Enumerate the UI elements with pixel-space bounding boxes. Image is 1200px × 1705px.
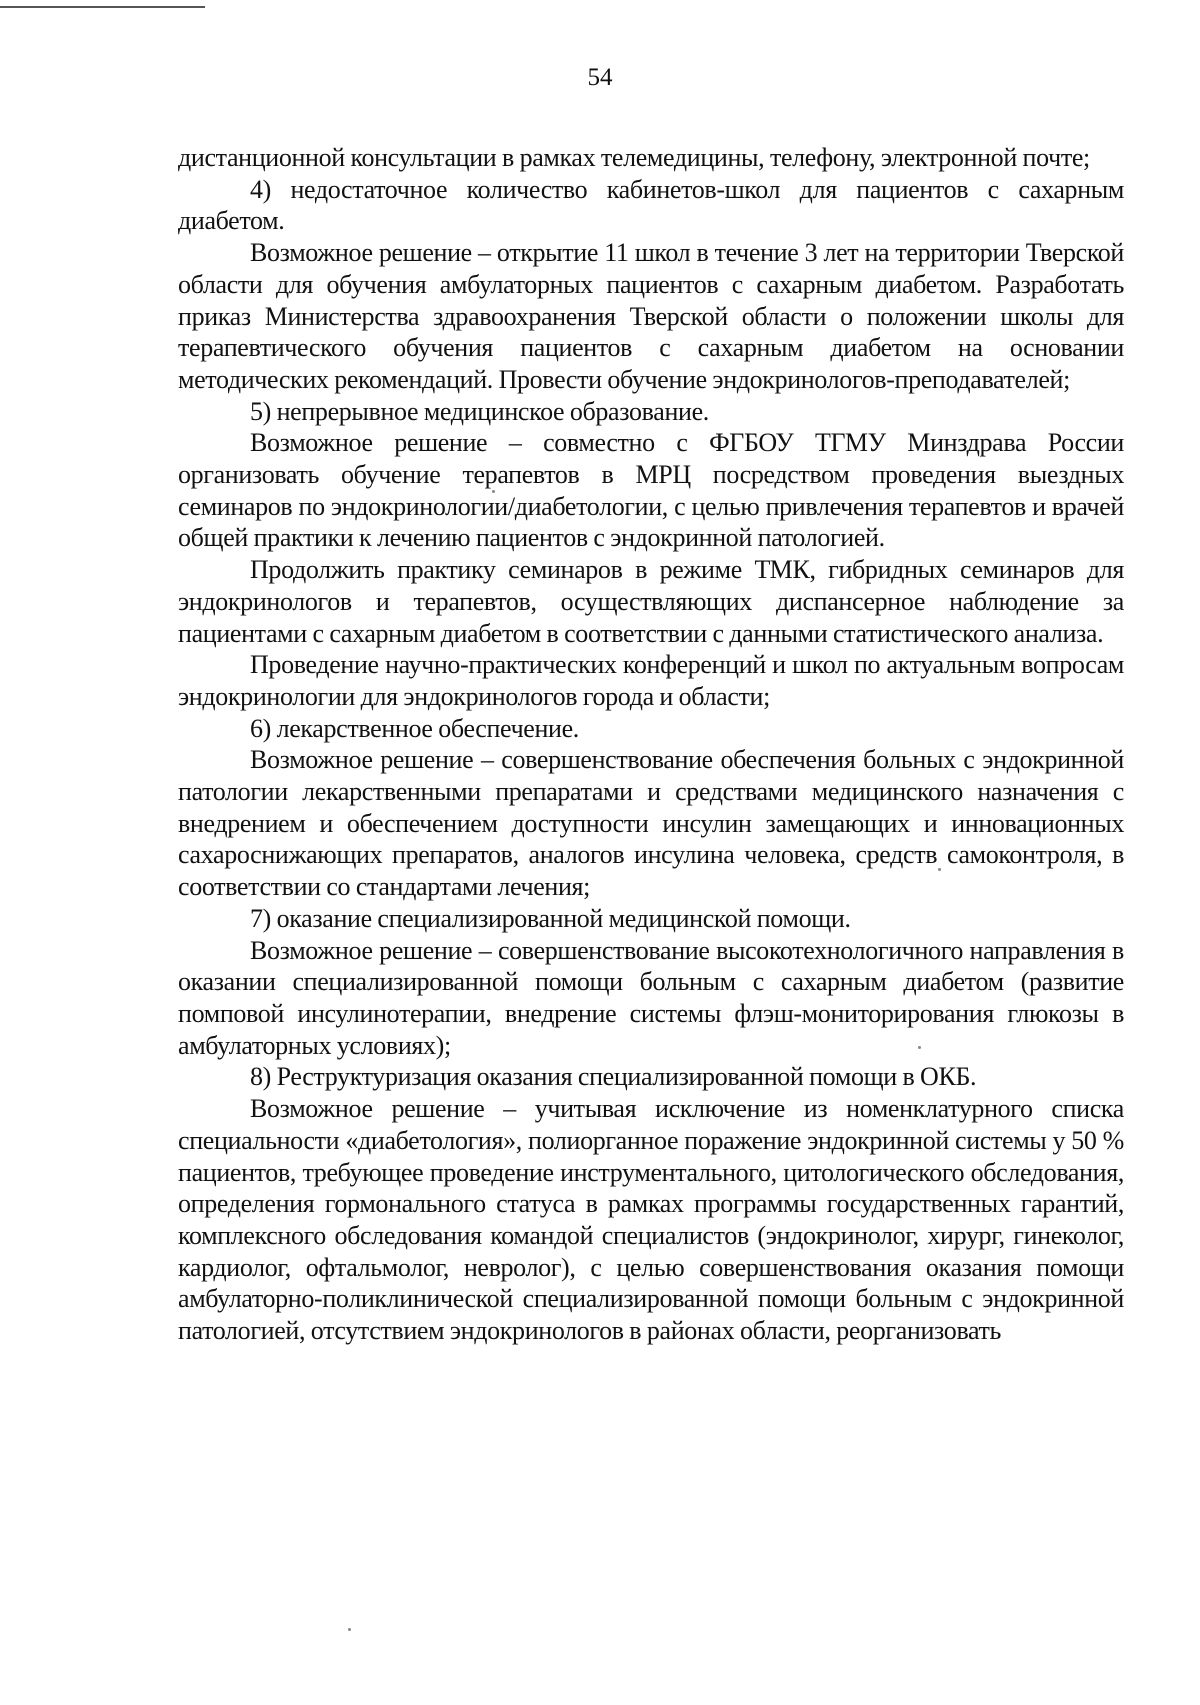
paragraph: 4) недостаточное количество кабинетов-школ для пациентов с сахарным диабетом. xyxy=(178,174,1124,236)
paragraph: 6) лекарственное обеспечение. xyxy=(250,713,579,743)
paragraph: Возможное решение – совершенствование обеспечения больных с эндокринной патологии лекарственными препаратами и средствами медицинского назначения с внедрением и обеспечением доступности инсулин замещающих и инновационных сахароснижающих препаратов, аналогов инсулина человека, средств самоконтроля, в соответствии со стандартами лечения; xyxy=(178,745,1124,902)
page-number: 54 xyxy=(587,64,613,91)
paragraph: Возможное решение – совместно с ФГБОУ ТГМУ Минздрава России организовать обучение терапевтов в МРЦ посредством проведения выездных семинаров по эндокринологии/диабетологии, с целью привлечения терапевтов и врачей общей практики к лечению пациентов с эндокринной патологией. xyxy=(178,428,1124,553)
paragraph: 7) оказание специализированной медицинской помощи. xyxy=(250,903,851,933)
document-body xyxy=(178,142,1124,1347)
scan-edge-line xyxy=(0,6,205,8)
paragraph: Проведение научно-практических конференций и школ по актуальным вопросам эндокринологии для эндокринологов города и области; xyxy=(178,650,1124,711)
paragraph: дистанционной консультации в рамках телемедицины, телефону, электронной почте; xyxy=(178,143,1090,172)
paragraph: Возможное решение – учитывая исключение из номенклатурного списка специальности «диабетология», полиорганное поражение эндокринной системы у 50 % пациентов, требующее проведение инструментального, цитологического обследования, определения гормонального статуса в рамках программы государственных гарантий, комплексного обследования командой специалистов (эндокринолог, хирург, гинеколог, кардиолог, офтальмолог, невролог), с целью совершенствования оказания помощи амбулаторно-поликлинической специализированной помощи больным с эндокринной патологией, отсутствием эндокринологов в районах области, реорганизовать xyxy=(178,1094,1124,1346)
scan-speck xyxy=(348,1628,351,1631)
paragraph: 5) непрерывное медицинское образование. xyxy=(250,396,709,426)
paragraph: Возможное решение – совершенствование высокотехнологичного направления в оказании специализированной помощи больным с сахарным диабетом (развитие помповой инсулинотерапии, внедрение системы флэш-мониторирования глюкозы в амбулаторных условиях); xyxy=(178,935,1124,1060)
paragraph: Возможное решение – открытие 11 школ в течение 3 лет на территории Тверской области для обучения амбулаторных пациентов с сахарным диабетом. Разработать приказ Министерства здравоохранения Тверской области о положении школы для терапевтического обучения пациентов с сахарным диабетом на основании методических рекомендаций. Провести обучение эндокринологов-преподавателей; xyxy=(178,238,1124,394)
paragraph: 8) Реструктуризация оказания специализированной помощи в ОКБ. xyxy=(250,1062,977,1092)
paragraph: Продолжить практику семинаров в режиме ТМК, гибридных семинаров для эндокринологов и терапевтов, осуществляющих диспансерное наблюдение за пациентами с сахарным диабетом в соответствии с данными статистического анализа. xyxy=(178,555,1124,648)
